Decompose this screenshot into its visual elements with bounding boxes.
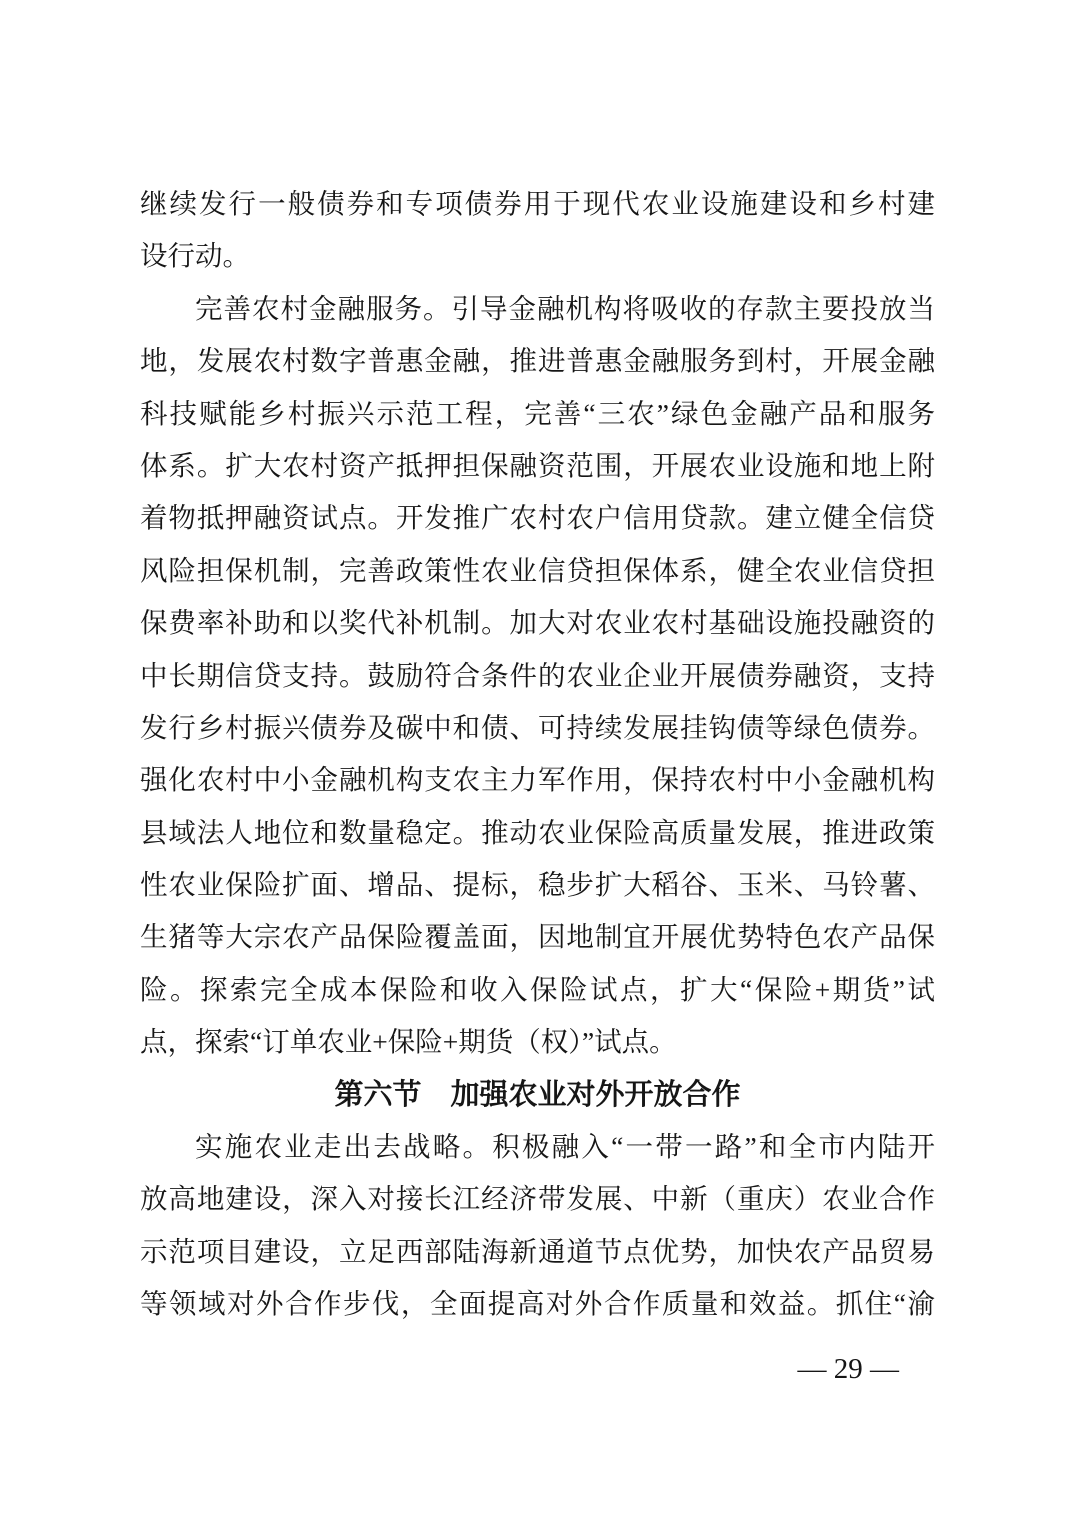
body-text-line: 发行乡村振兴债券及碳中和债、可持续发展挂钩债等绿色债券。 — [140, 711, 935, 743]
body-text-line: 县域法人地位和数量稳定。推动农业保险高质量发展，推进政策 — [140, 816, 935, 848]
body-text-line: 强化农村中小金融机构支农主力军作用，保持农村中小金融机构 — [140, 764, 935, 796]
body-text-line: 示范项目建设，立足西部陆海新通道节点优势，加快农产品贸易 — [140, 1235, 935, 1267]
page-number: — 29 — — [797, 1352, 899, 1385]
section-heading: 第六节 加强农业对外开放合作 — [334, 1078, 741, 1111]
body-text-line: 放高地建设，深入对接长江经济带发展、中新（重庆）农业合作 — [140, 1183, 935, 1215]
body-text-line: 继续发行一般债券和专项债券用于现代农业设施建设和乡村建 — [140, 188, 935, 219]
body-text-line: 着物抵押融资试点。开发推广农村农户信用贷款。建立健全信贷 — [140, 502, 935, 534]
body-text-line: 完善农村金融服务。引导金融机构将吸收的存款主要投放当 — [195, 292, 935, 324]
body-text-line: 险。探索完全成本保险和收入保险试点，扩大“保险+期货”试 — [140, 973, 935, 1005]
body-text-line: 体系。扩大农村资产抵押担保融资范围，开展农业设施和地上附 — [140, 449, 935, 481]
body-text-line: 点，探索“订单农业+保险+期货（权）”试点。 — [140, 1026, 677, 1058]
body-text-line: 生猪等大宗农产品保险覆盖面，因地制宜开展优势特色农产品保 — [140, 921, 935, 953]
body-text-line: 实施农业走出去战略。积极融入“一带一路”和全市内陆开 — [195, 1131, 935, 1163]
body-text-line: 中长期信贷支持。鼓励符合条件的农业企业开展债券融资，支持 — [140, 659, 935, 691]
body-text-line: 设行动。 — [140, 240, 250, 272]
body-text-line: 保费率补助和以奖代补机制。加大对农业农村基础设施投融资的 — [140, 607, 935, 639]
body-text-line: 性农业保险扩面、增品、提标，稳步扩大稻谷、玉米、马铃薯、 — [140, 869, 935, 901]
body-text-line: 风险担保机制，完善政策性农业信贷担保体系，健全农业信贷担 — [140, 554, 935, 586]
body-text-line: 科技赋能乡村振兴示范工程，完善“三农”绿色金融产品和服务 — [140, 397, 935, 429]
text-block — [140, 178, 935, 1395]
body-text-line: 地，发展农村数字普惠金融，推进普惠金融服务到村，开展金融 — [140, 345, 935, 377]
body-text-line: 等领域对外合作步伐，全面提高对外合作质量和效益。抓住“渝 — [140, 1288, 935, 1320]
